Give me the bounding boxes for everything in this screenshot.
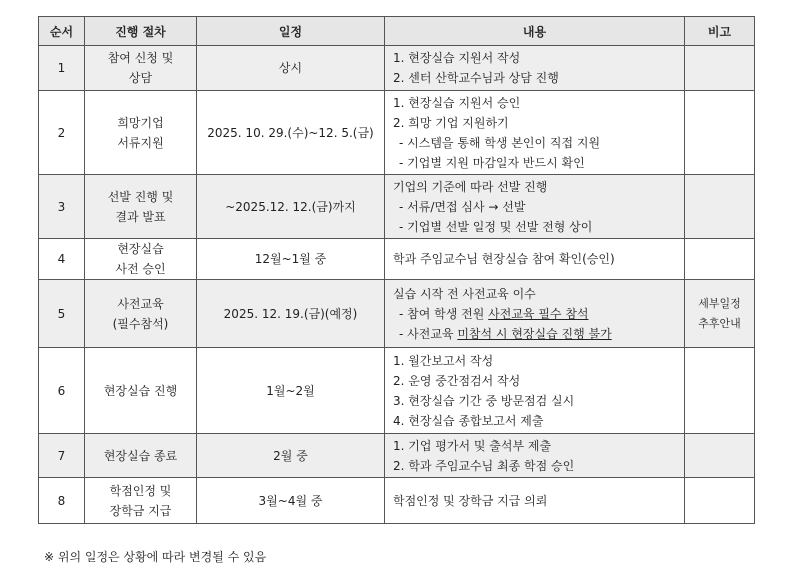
- cell-content: [385, 239, 685, 280]
- cell-step: [85, 280, 197, 348]
- content-emphasis: 사전교육 필수 참석: [488, 306, 589, 321]
- remark-line: 추후안내: [698, 316, 741, 330]
- cell-schedule: 2025. 12. 19.(금)(예정): [197, 280, 385, 348]
- cell-schedule: 3월~4월 중: [197, 478, 385, 524]
- step-line: 장학금 지급: [109, 503, 172, 518]
- content-line: 1. 월간보고서 작성: [393, 353, 494, 368]
- cell-order: 8: [39, 478, 85, 524]
- cell-content: [385, 175, 685, 239]
- cell-schedule: 1월~2월: [197, 348, 385, 434]
- cell-remark: [685, 175, 755, 239]
- table-row: [39, 348, 755, 434]
- content-line: 1. 현장실습 지원서 작성: [393, 51, 521, 65]
- cell-order: 1: [39, 46, 85, 91]
- cell-remark: [685, 239, 755, 280]
- content-line: - 기업별 선발 일정 및 선발 전형 상이: [399, 219, 593, 234]
- cell-schedule: ~2025.12. 12.(금)까지: [197, 175, 385, 239]
- table-row: [39, 175, 755, 239]
- step-line: 서류지원: [117, 135, 164, 150]
- content-line: - 시스템을 통해 학생 본인이 직접 지원: [399, 135, 601, 150]
- cell-step: [85, 348, 197, 434]
- cell-order: 6: [39, 348, 85, 434]
- cell-order: 3: [39, 175, 85, 239]
- cell-content: [385, 280, 685, 348]
- header-row: [39, 17, 755, 46]
- cell-schedule: 12월~1월 중: [197, 239, 385, 280]
- content-line: 학점인정 및 장학금 지급 의뢰: [393, 493, 548, 508]
- cell-order: 7: [39, 434, 85, 478]
- cell-remark: [685, 91, 755, 175]
- content-line: 2. 학과 주임교수님 최종 학점 승인: [393, 458, 575, 473]
- cell-order: 5: [39, 280, 85, 348]
- step-line: 학점인정 및: [109, 483, 172, 498]
- table-row: [39, 478, 755, 524]
- table-row: [39, 434, 755, 478]
- cell-content: [385, 478, 685, 524]
- cell-content: [385, 91, 685, 175]
- content-line: 3. 현장실습 기간 중 방문점검 실시: [393, 393, 575, 408]
- cell-schedule: 상시: [197, 46, 385, 91]
- header-content: 내용: [385, 17, 685, 46]
- content-line: 실습 시작 전 사전교육 이수: [393, 286, 536, 301]
- step-line: 상담: [128, 71, 153, 85]
- cell-remark: [685, 348, 755, 434]
- step-line: 사전 승인: [115, 262, 166, 276]
- cell-step: [85, 46, 197, 91]
- cell-remark: [685, 46, 755, 91]
- cell-remark: [685, 434, 755, 478]
- header-remark: 비고: [685, 17, 755, 46]
- step-line: 현장실습 진행: [103, 383, 178, 398]
- table-row: [39, 91, 755, 175]
- content-line: 2. 희망 기업 지원하기: [393, 115, 509, 130]
- table-row: [39, 239, 755, 280]
- step-line: 결과 발표: [115, 209, 166, 224]
- step-line: 희망기업: [117, 115, 164, 130]
- cell-content: [385, 348, 685, 434]
- table-row: [39, 280, 755, 348]
- header-step: 진행 절차: [85, 17, 197, 46]
- cell-remark: [685, 478, 755, 524]
- cell-schedule: 2025. 10. 29.(수)~12. 5.(금): [197, 91, 385, 175]
- table-row: [39, 46, 755, 91]
- content-line: [393, 304, 684, 324]
- cell-step: [85, 434, 197, 478]
- cell-order: 2: [39, 91, 85, 175]
- content-line: - 기업별 지원 마감일자 반드시 확인: [399, 155, 585, 170]
- cell-step: [85, 91, 197, 175]
- content-emphasis: 미참석 시 현장실습 진행 불가: [457, 326, 612, 341]
- step-line: 선발 진행 및: [107, 189, 174, 204]
- content-line: 1. 기업 평가서 및 출석부 제출: [393, 438, 552, 453]
- step-line: 사전교육: [117, 296, 164, 311]
- cell-content: [385, 46, 685, 91]
- step-line: 현장실습: [117, 242, 164, 256]
- cell-step: [85, 175, 197, 239]
- cell-order: 4: [39, 239, 85, 280]
- cell-schedule: 2월 중: [197, 434, 385, 478]
- content-line: 기업의 기준에 따라 선발 진행: [393, 179, 548, 194]
- remark-line: 세부일정: [698, 296, 741, 310]
- content-prefix: - 참여 학생 전원: [399, 306, 489, 321]
- step-line: 현장실습 종료: [103, 448, 178, 463]
- cell-remark: [685, 280, 755, 348]
- cell-step: [85, 478, 197, 524]
- content-line: 학과 주임교수님 현장실습 참여 확인(승인): [393, 252, 615, 266]
- cell-step: [85, 239, 197, 280]
- content-line: - 서류/면접 심사 → 선발: [399, 199, 526, 214]
- step-line: 참여 신청 및: [107, 51, 174, 65]
- cell-content: [385, 434, 685, 478]
- content-line: 2. 운영 중간점검서 작성: [393, 373, 521, 388]
- content-line: 2. 센터 산학교수님과 상담 진행: [393, 71, 559, 85]
- schedule-table: [38, 16, 755, 524]
- step-line: (필수참석): [112, 316, 169, 331]
- content-line: [393, 324, 684, 344]
- content-prefix: - 사전교육: [399, 326, 458, 341]
- content-line: 4. 현장실습 종합보고서 제출: [393, 413, 544, 428]
- footnote: ※ 위의 일정은 상황에 따라 변경될 수 있음: [44, 550, 267, 564]
- content-line: 1. 현장실습 지원서 승인: [393, 95, 521, 110]
- header-schedule: 일정: [197, 17, 385, 46]
- header-order: 순서: [39, 17, 85, 46]
